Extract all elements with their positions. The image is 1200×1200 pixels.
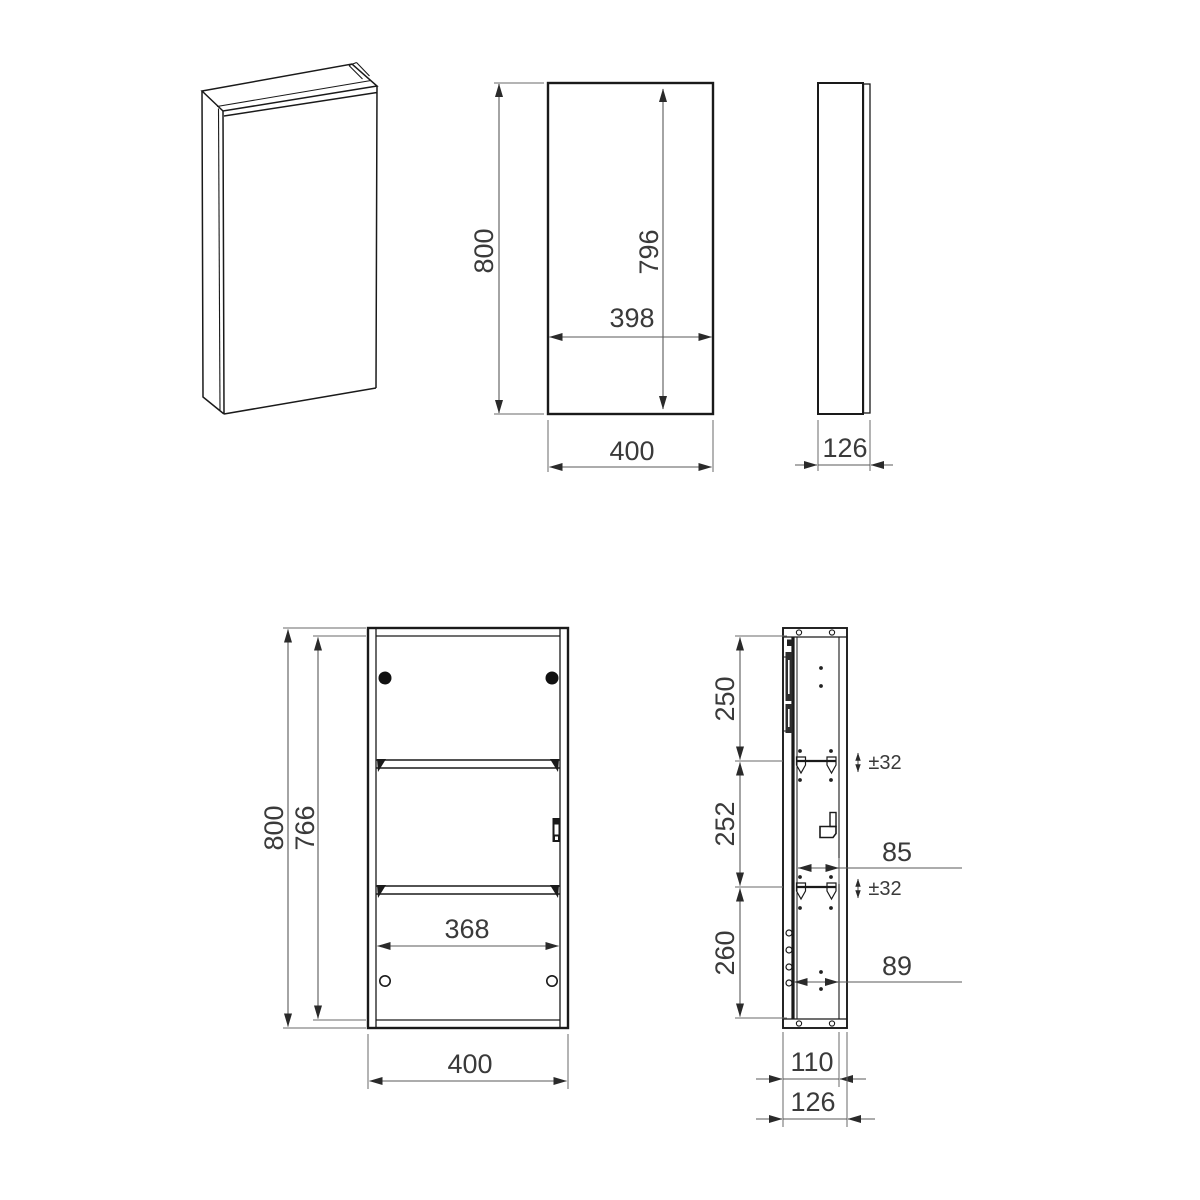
side-body-outline xyxy=(818,83,863,414)
front-view xyxy=(469,83,713,472)
bottom-hole-left xyxy=(380,976,390,986)
door-catch xyxy=(553,818,561,842)
dim-front-height: 800 xyxy=(469,228,500,274)
dim-lower-section: 260 xyxy=(710,930,741,976)
side-door-strip xyxy=(864,84,871,413)
shelf-supports-lower xyxy=(797,883,837,899)
dim-back-offset-holes: 89 xyxy=(881,951,913,981)
cap-hole xyxy=(829,630,834,635)
hanger-hole-left xyxy=(379,672,392,685)
pin-holes xyxy=(798,666,833,991)
dim-side-depth: 126 xyxy=(822,433,868,463)
front-outline xyxy=(548,83,713,414)
top-face xyxy=(202,64,377,111)
carcass-outline xyxy=(368,628,568,1028)
dim-door-height: 796 xyxy=(634,229,665,275)
hanger-hole-right xyxy=(546,672,559,685)
dim-open-width: 400 xyxy=(447,1049,493,1079)
dim-shelf-adjust-lower: ±32 xyxy=(868,878,902,900)
front-open-view xyxy=(259,628,568,1089)
dim-upper-section: 250 xyxy=(710,676,741,722)
dim-total-depth: 126 xyxy=(790,1087,836,1117)
shelf-1-bracket-left xyxy=(377,759,386,772)
shelf-1 xyxy=(376,760,560,768)
hinge xyxy=(784,640,793,734)
dim-shelf-width: 368 xyxy=(444,914,490,944)
shelf-2-bracket-left xyxy=(377,885,386,898)
door-face xyxy=(224,86,377,414)
cap-hole xyxy=(796,1021,801,1026)
dim-shelf-adjust-upper: ±32 xyxy=(868,752,902,774)
door-hole-column xyxy=(786,930,792,986)
catch-detail xyxy=(820,813,836,838)
shelf-1-bracket-right xyxy=(550,759,559,772)
dim-front-width: 400 xyxy=(609,436,655,466)
door-edge-line xyxy=(219,109,221,412)
perspective-view xyxy=(202,63,377,415)
dim-back-offset-shelf: 85 xyxy=(881,837,913,867)
dim-inner-height: 766 xyxy=(290,805,321,851)
left-side-panel xyxy=(202,91,224,414)
dim-middle-section: 252 xyxy=(710,801,741,847)
side-section-view xyxy=(710,628,962,1127)
shelf-2 xyxy=(376,886,560,894)
dim-inner-depth: 110 xyxy=(790,1047,834,1077)
carcass-inner-lines xyxy=(376,628,560,1028)
dim-door-width: 398 xyxy=(609,303,655,333)
shelf-supports-upper xyxy=(797,757,837,773)
side-view xyxy=(795,83,893,471)
dim-open-height: 800 xyxy=(259,805,290,851)
cap-hole xyxy=(829,1021,834,1026)
bottom-hole-right xyxy=(547,976,557,986)
cap-hole xyxy=(796,630,801,635)
shelf-2-bracket-right xyxy=(550,885,559,898)
